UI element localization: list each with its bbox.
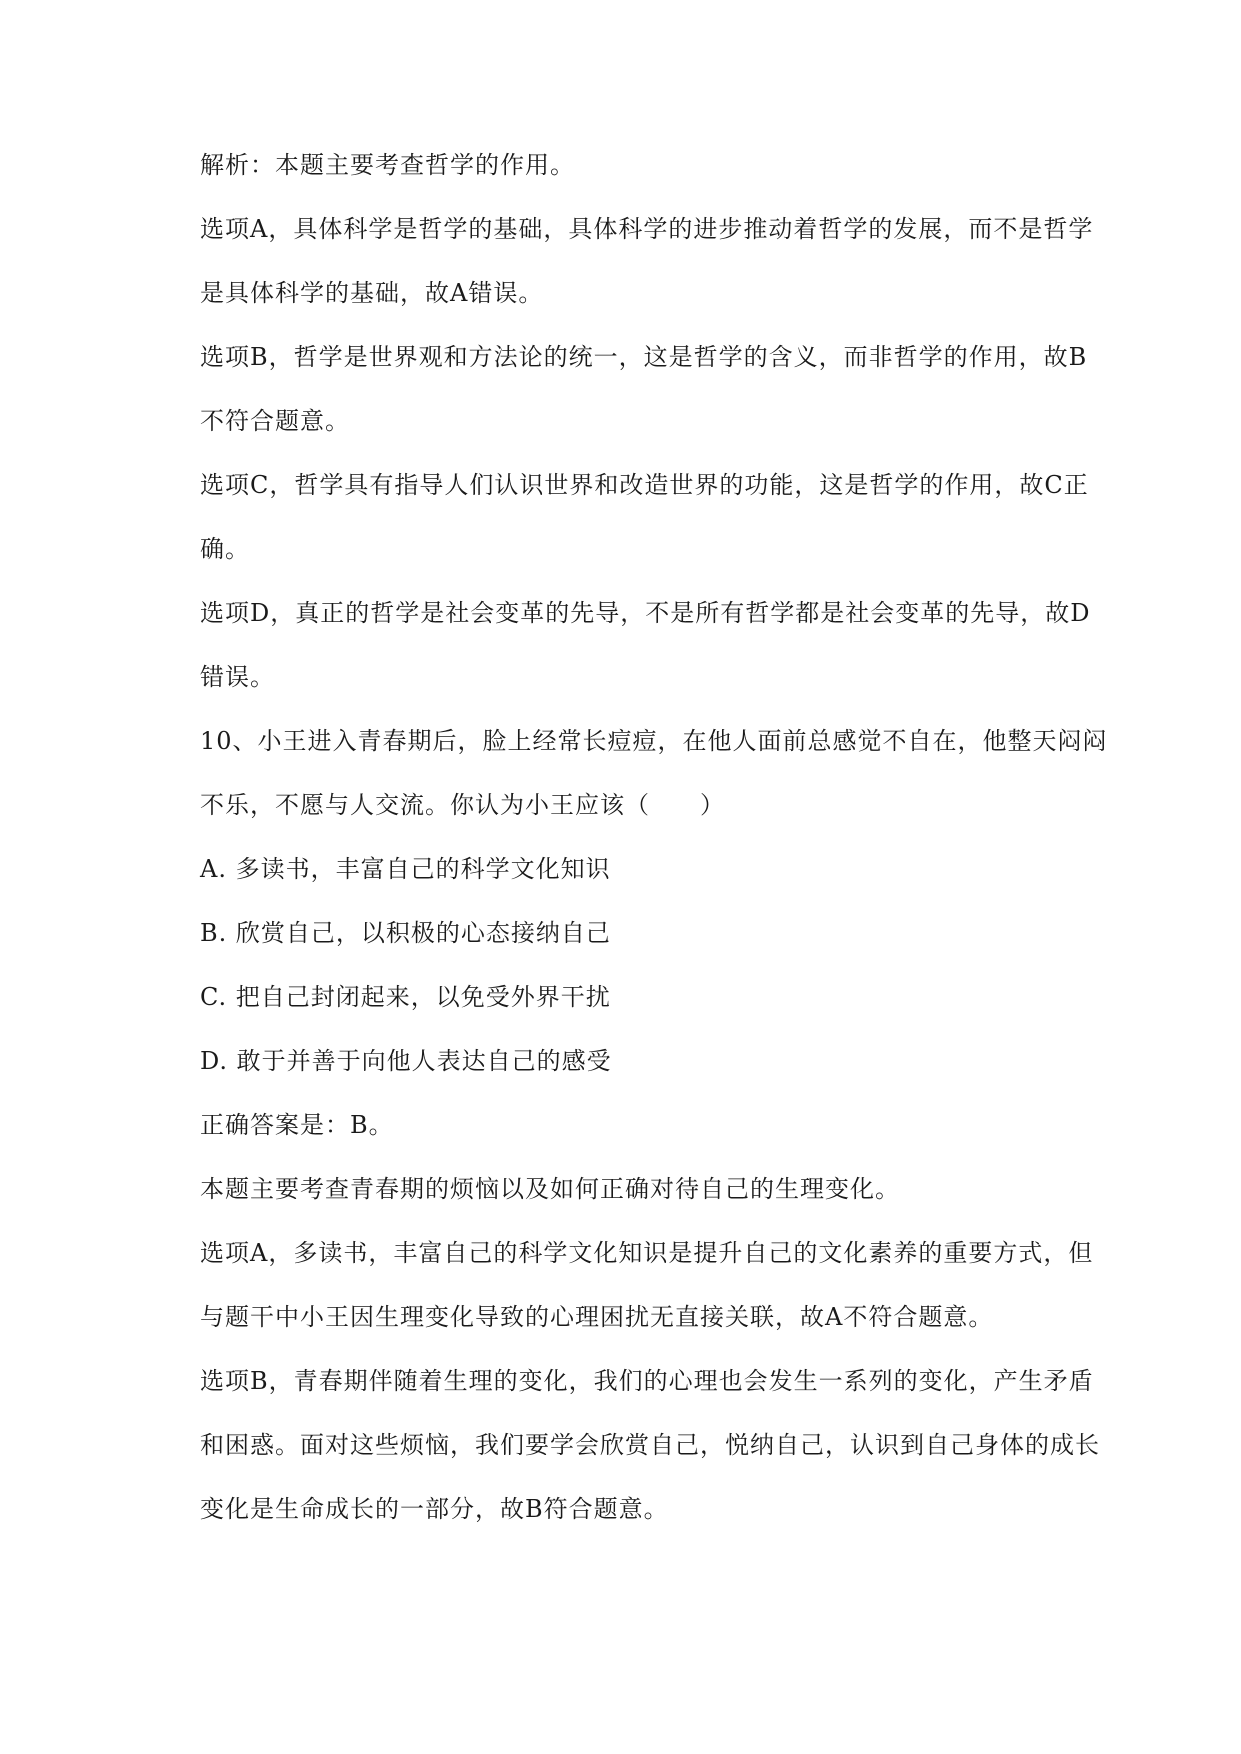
analysis-option-b-line-1: 选项B，哲学是世界观和方法论的统一，这是哲学的含义，而非哲学的作用，故B: [200, 343, 1088, 371]
analysis-option-b-line-2: 不符合题意。: [200, 407, 350, 435]
analysis-option-c-line-1: 选项C，哲学具有指导人们认识世界和改造世界的功能，这是哲学的作用，故C正: [200, 471, 1089, 499]
analysis-option-c-line-2: 确。: [200, 535, 250, 563]
analysis-option-d-line-1: 选项D，真正的哲学是社会变革的先导，不是所有哲学都是社会变革的先导，故D: [200, 599, 1091, 627]
analysis-option-d-line-2: 错误。: [200, 663, 275, 691]
choice-a: A. 多读书，丰富自己的科学文化知识: [200, 855, 611, 883]
choice-d: D. 敢于并善于向他人表达自己的感受: [200, 1047, 612, 1075]
explanation-option-a-line-1: 选项A，多读书，丰富自己的科学文化知识是提升自己的文化素养的重要方式，但: [200, 1239, 1094, 1267]
choice-b: B. 欣赏自己，以积极的心态接纳自己: [200, 919, 611, 947]
explanation-option-b-line-3: 变化是生命成长的一部分，故B符合题意。: [200, 1495, 669, 1523]
explanation-option-b-line-2: 和困惑。面对这些烦恼，我们要学会欣赏自己，悦纳自己，认识到自己身体的成长: [200, 1431, 1100, 1459]
analysis-option-a-line-1: 选项A，具体科学是哲学的基础，具体科学的进步推动着哲学的发展，而不是哲学: [200, 215, 1094, 243]
analysis-heading: 解析：本题主要考查哲学的作用。: [200, 151, 575, 179]
question-10-line-2: 不乐，不愿与人交流。你认为小王应该（ ）: [200, 791, 725, 819]
analysis-option-a-line-2: 是具体科学的基础，故A错误。: [200, 279, 544, 307]
choice-c: C. 把自己封闭起来，以免受外界干扰: [200, 983, 611, 1011]
correct-answer: 正确答案是：B。: [200, 1111, 394, 1139]
explanation-intro: 本题主要考查青春期的烦恼以及如何正确对待自己的生理变化。: [200, 1175, 900, 1203]
explanation-option-a-line-2: 与题干中小王因生理变化导致的心理困扰无直接关联，故A不符合题意。: [200, 1303, 994, 1331]
explanation-option-b-line-1: 选项B，青春期伴随着生理的变化，我们的心理也会发生一系列的变化，产生矛盾: [200, 1367, 1094, 1395]
question-10-line-1: 10、小王进入青春期后，脸上经常长痘痘，在他人面前总感觉不自在，他整天闷闷: [200, 727, 1108, 755]
